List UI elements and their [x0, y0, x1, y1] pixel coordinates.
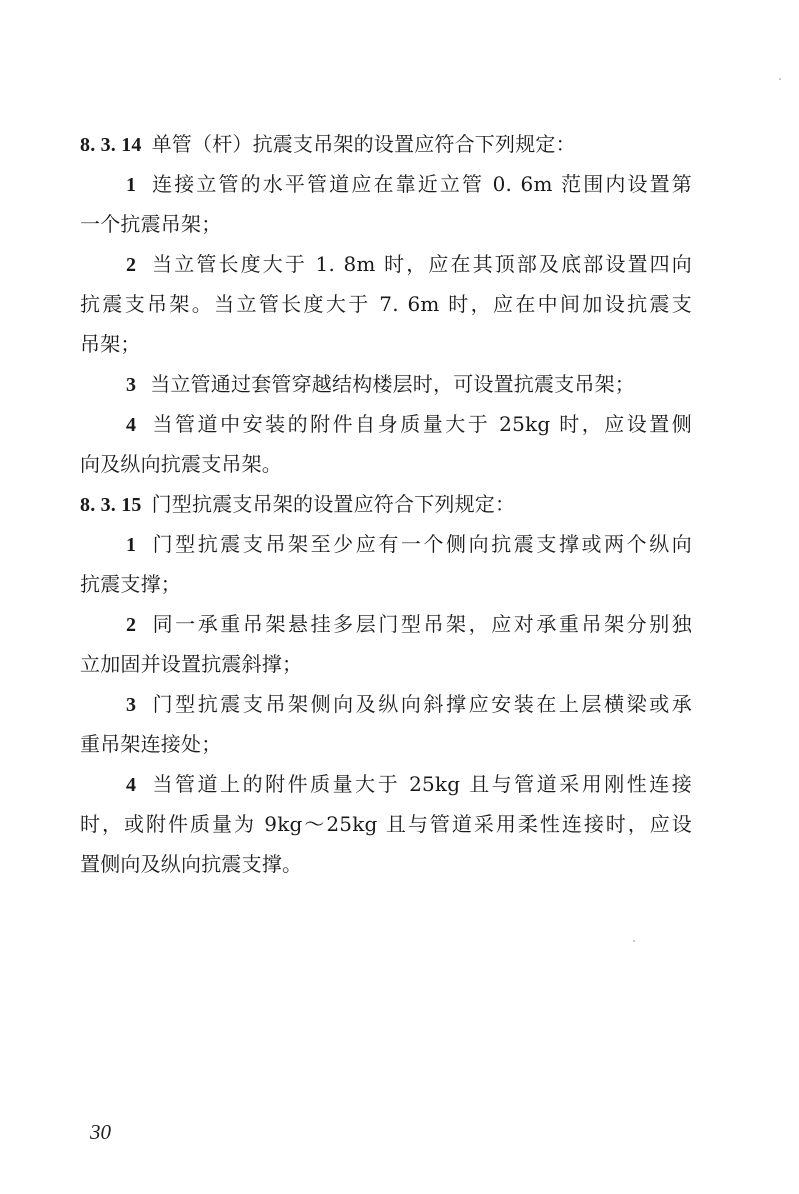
item-line	[80, 444, 692, 484]
item-text: 重吊架连接处；	[80, 732, 222, 756]
item-line	[80, 844, 692, 884]
item-number: 4	[126, 414, 137, 436]
item-line	[80, 564, 692, 604]
clause-number: 8. 3. 15	[80, 494, 142, 516]
item-line	[80, 324, 692, 364]
item-number: 1	[126, 534, 137, 556]
item-text: 抗震支吊架。当立管长度大于 7. 6m 时，应在中间加设抗震支	[80, 292, 692, 316]
item-number: 2	[126, 614, 137, 636]
item-text: 吊架；	[80, 332, 141, 356]
item-text: 门型抗震支吊架侧向及纵向斜撑应安装在上层横梁或承	[150, 692, 692, 716]
clause-heading-8-3-15	[80, 484, 692, 524]
item-line	[80, 644, 692, 684]
item-text: 一个抗震吊架；	[80, 212, 222, 236]
item-number: 3	[126, 694, 137, 716]
clause-number: 8. 3. 14	[80, 134, 142, 156]
item-text: 置侧向及纵向抗震支撑。	[80, 852, 303, 876]
item-text: 当立管通过套管穿越结构楼层时，可设置抗震支吊架；	[150, 372, 636, 396]
clause-title: 单管（杆）抗震支吊架的设置应符合下列规定：	[151, 132, 576, 156]
scan-speck	[633, 940, 635, 942]
item-text: 同一承重吊架悬挂多层门型吊架，应对承重吊架分别独	[150, 612, 692, 636]
item-text: 当管道上的附件质量大于 25kg 且与管道采用刚性连接	[150, 772, 692, 796]
item-line	[80, 364, 692, 404]
item-text: 当立管长度大于 1. 8m 时，应在其顶部及底部设置四向	[150, 252, 692, 276]
item-text: 立加固并设置抗震斜撑；	[80, 652, 303, 676]
item-line	[80, 724, 692, 764]
item-number: 1	[126, 174, 137, 196]
item-text: 向及纵向抗震支吊架。	[80, 452, 282, 476]
item-line	[80, 164, 692, 204]
item-text: 当管道中安装的附件自身质量大于 25kg 时，应设置侧	[150, 412, 692, 436]
item-text: 抗震支撑；	[80, 572, 181, 596]
item-line	[80, 684, 692, 724]
page-number: 30	[90, 1120, 111, 1144]
item-line	[80, 204, 692, 244]
item-number: 4	[126, 774, 137, 796]
document-body	[80, 124, 692, 884]
item-line	[80, 524, 692, 564]
scan-speck	[779, 78, 781, 80]
item-number: 3	[126, 374, 137, 396]
item-line	[80, 404, 692, 444]
item-line	[80, 604, 692, 644]
item-text: 门型抗震支吊架至少应有一个侧向抗震支撑或两个纵向	[150, 532, 692, 556]
item-text: 连接立管的水平管道应在靠近立管 0. 6m 范围内设置第	[150, 172, 692, 196]
item-text: 时，或附件质量为 9kg～25kg 且与管道采用柔性连接时，应设	[80, 812, 692, 836]
item-line	[80, 244, 692, 284]
item-number: 2	[126, 254, 137, 276]
item-line	[80, 804, 692, 844]
item-line	[80, 284, 692, 324]
clause-heading-8-3-14	[80, 124, 692, 164]
item-line	[80, 764, 692, 804]
clause-title: 门型抗震支吊架的设置应符合下列规定：	[151, 492, 516, 516]
